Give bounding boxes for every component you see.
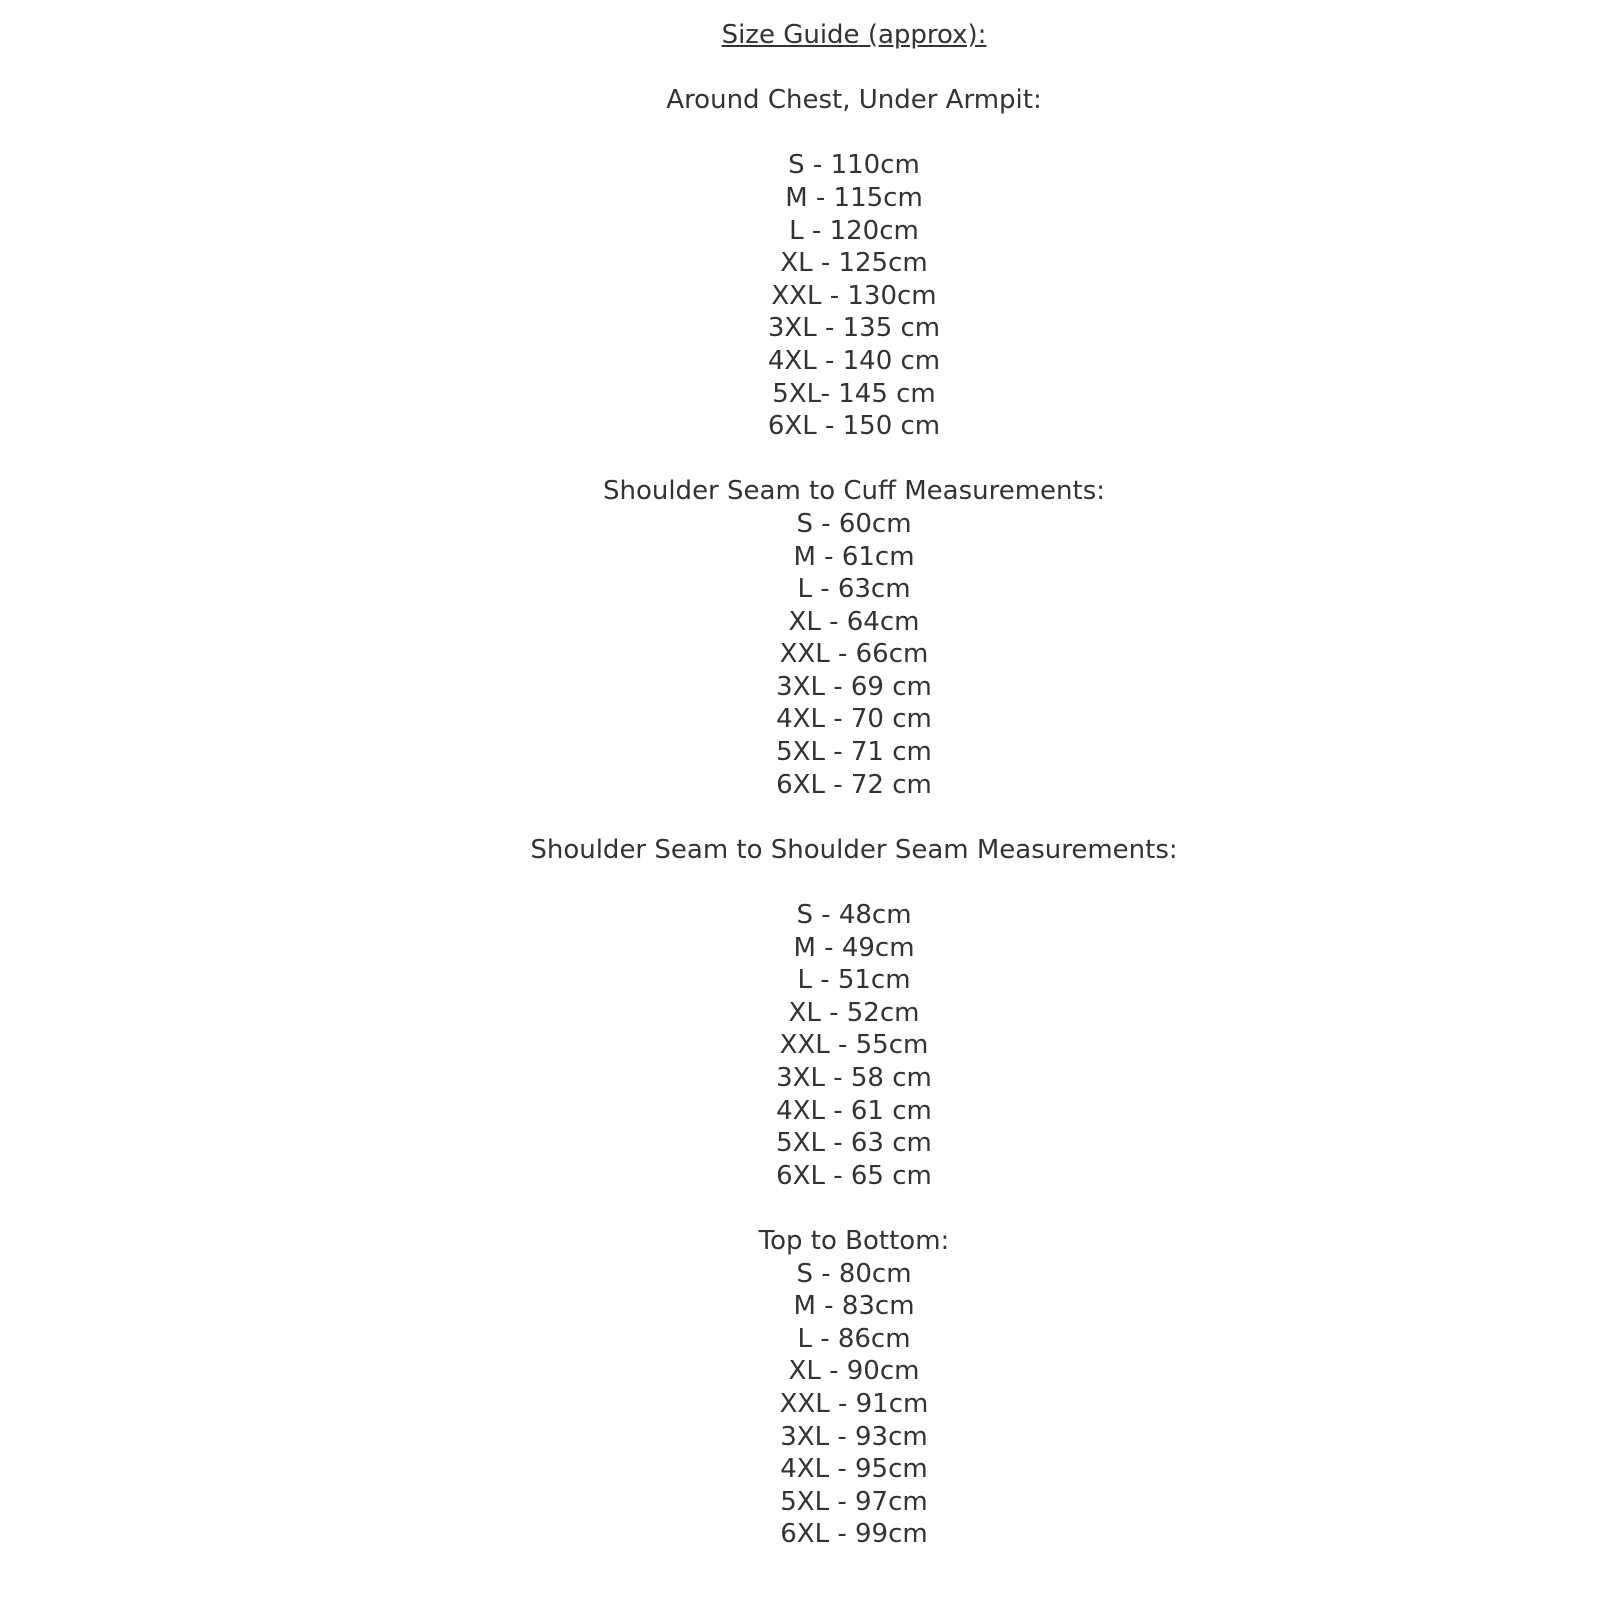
size-row: 4XL - 70 cm (776, 704, 932, 735)
blank-line (108, 866, 1600, 899)
blank-line (108, 801, 1600, 834)
size-row: 6XL - 72 cm (776, 769, 932, 800)
size-row: XXL - 130cm (771, 280, 937, 311)
size-row: XXL - 55cm (779, 1030, 929, 1061)
size-row: 6XL - 150 cm (767, 411, 941, 442)
size-row: S - 60cm (796, 508, 912, 539)
size-row: XL - 125cm (780, 248, 928, 279)
size-row: M - 61cm (793, 541, 915, 572)
section-heading: Shoulder Seam to Shoulder Seam Measurements: (530, 834, 1178, 865)
section-heading: Shoulder Seam to Cuff Measurements: (602, 476, 1106, 507)
size-row: XL - 90cm (788, 1356, 920, 1387)
size-guide-sections (108, 52, 1600, 1551)
size-row: M - 115cm (785, 182, 923, 213)
size-row: L - 63cm (797, 574, 911, 605)
size-row: S - 80cm (796, 1258, 912, 1289)
size-row: 3XL - 135 cm (767, 313, 941, 344)
size-row: S - 48cm (796, 900, 912, 931)
size-row: XL - 64cm (788, 606, 920, 637)
size-row: 3XL - 93cm (780, 1421, 928, 1452)
page-title: Size Guide (approx): (721, 20, 987, 50)
section-heading: Around Chest, Under Armpit: (666, 85, 1042, 116)
size-row: 4XL - 140 cm (767, 345, 941, 376)
size-row: S - 110cm (788, 150, 920, 181)
blank-line (108, 1192, 1600, 1225)
size-row: 6XL - 65 cm (776, 1160, 932, 1191)
size-row: 5XL - 71 cm (776, 737, 932, 768)
size-row: M - 83cm (793, 1291, 915, 1322)
size-row: 5XL - 97cm (780, 1486, 928, 1517)
size-row: M - 49cm (793, 932, 915, 963)
size-row: 4XL - 61 cm (776, 1095, 932, 1126)
section-heading: Top to Bottom: (758, 1225, 950, 1256)
blank-line (108, 117, 1600, 150)
blank-line (108, 52, 1600, 85)
size-row: 3XL - 69 cm (776, 671, 932, 702)
size-row: L - 51cm (797, 965, 911, 996)
size-row: XXL - 66cm (779, 639, 929, 670)
size-row: 4XL - 95cm (780, 1454, 928, 1485)
size-row: L - 86cm (797, 1323, 911, 1354)
size-row: XXL - 91cm (779, 1388, 929, 1419)
size-row: 3XL - 58 cm (776, 1063, 932, 1093)
size-row: XL - 52cm (788, 997, 920, 1028)
size-row: L - 120cm (789, 215, 919, 246)
size-row: 6XL - 99cm (780, 1519, 928, 1550)
size-row: 5XL - 63 cm (776, 1128, 932, 1159)
blank-line (108, 443, 1600, 476)
size-row: 5XL- 145 cm (772, 378, 936, 409)
